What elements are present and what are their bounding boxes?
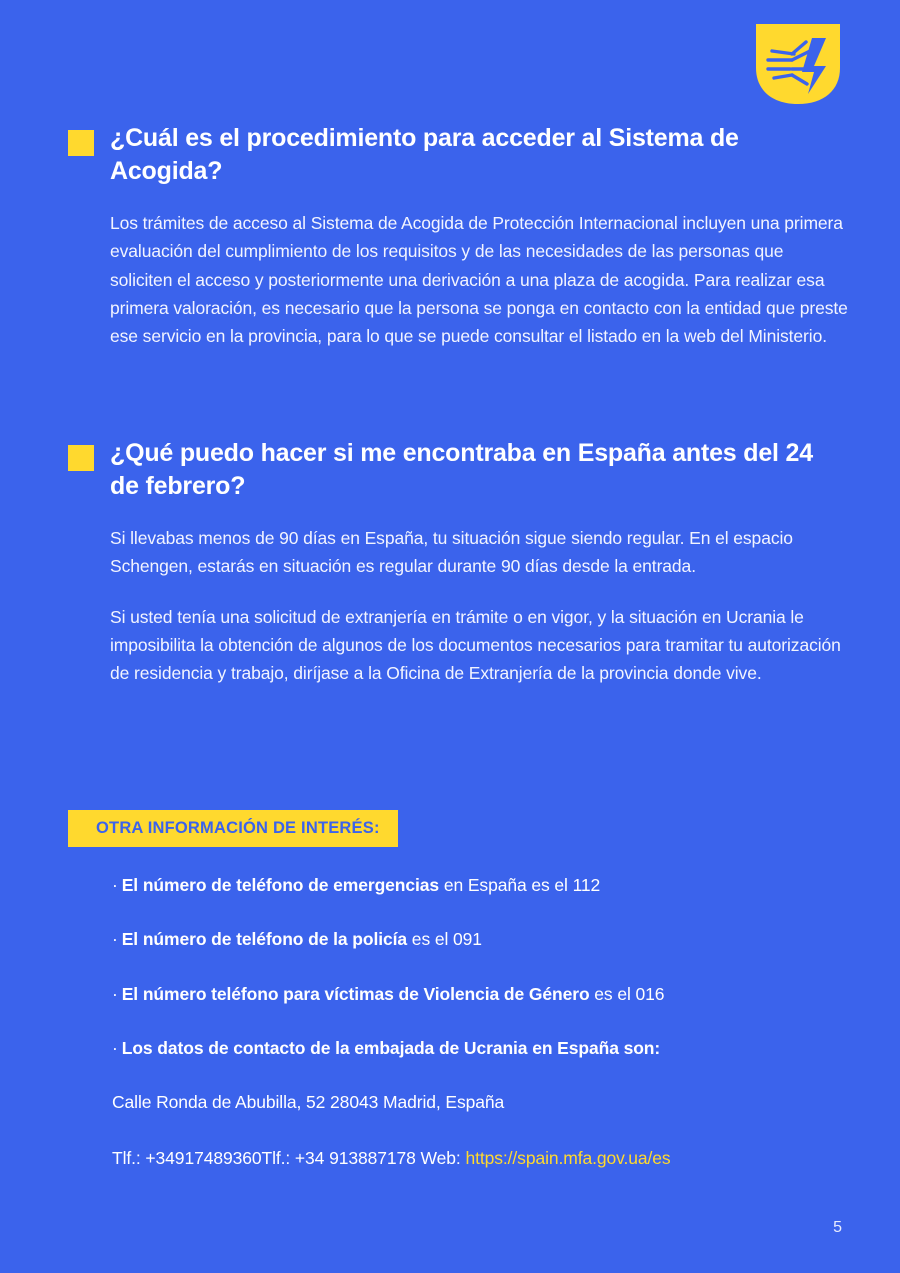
paragraph: Si llevabas menos de 90 días en España, tu situación sigue siendo regular. En el espacio Schengen, estarás en situación es regular durante 90 días desde la entrada. — [110, 528, 793, 577]
list-item-bold: El número de teléfono de la policía — [121, 929, 408, 950]
section-heading — [68, 122, 848, 187]
embassy-address: Calle Ronda de Abubilla, 52 28043 Madrid, España — [112, 1092, 505, 1112]
section-antes-24-febrero — [68, 437, 848, 688]
dot-bullet-icon: · — [112, 1037, 118, 1058]
list-item-bold: El número de teléfono de emergencias — [121, 875, 440, 895]
section-title: ¿Cuál es el procedimiento para acceder al Sistema de Acogida? — [110, 124, 739, 185]
dot-bullet-icon: · — [112, 929, 118, 950]
list-item — [112, 926, 848, 952]
embassy-website-link[interactable]: https://spain.mfa.gov.ua/es — [465, 1148, 671, 1169]
list-item-bold: El número teléfono para víctimas de Violencia de Género — [121, 983, 590, 1004]
info-list — [112, 872, 848, 1202]
list-item-rest: en España es el 112 — [439, 875, 601, 895]
hands-u-logo — [752, 24, 844, 106]
page-number: 5 — [833, 1219, 842, 1236]
dot-bullet-icon: · — [112, 875, 118, 895]
list-item-rest: es el 016 — [589, 983, 665, 1004]
square-bullet-icon — [68, 445, 94, 471]
list-item — [112, 981, 848, 1007]
square-bullet-icon — [68, 130, 94, 156]
section-heading — [68, 437, 848, 502]
dot-bullet-icon: · — [112, 983, 118, 1004]
info-banner: OTRA INFORMACIÓN DE INTERÉS: — [68, 810, 398, 847]
embassy-phones — [112, 1145, 848, 1171]
section-procedimiento — [68, 122, 848, 351]
section-body — [110, 209, 848, 351]
section-body — [110, 524, 848, 688]
list-item — [112, 872, 848, 898]
list-item — [112, 1035, 848, 1061]
list-item-rest: es el 091 — [407, 929, 482, 950]
paragraph: Si usted tenía una solicitud de extranjería en trámite o en vigor, y la situación en Ucrania le imposibilita la obtención de algunos de los documentos necesarios para tramitar tu autorización de residencia y trabajo, diríjase a la Oficina de Extranjería de la provincia donde vive. — [110, 606, 841, 684]
phones-text: Tlf.: +34917489360Tlf.: +34 913887178 Web: — [112, 1148, 466, 1169]
list-item-bold: Los datos de contacto de la embajada de Ucrania en España son: — [121, 1037, 661, 1058]
paragraph: Los trámites de acceso al Sistema de Acogida de Protección Internacional incluyen una primera evaluación del cumplimiento de los requisitos y de las necesidades de las personas que soliciten el acceso y posteriormente una derivación a una plaza de acogida. Para realizar esa primera valoración, es necesario que la persona se ponga en contacto con la entidad que preste ese servicio en la provincia, para lo que se puede consultar el listado en la web del Ministerio. — [110, 213, 848, 347]
section-title: ¿Qué puedo hacer si me encontraba en España antes del 24 de febrero? — [110, 439, 813, 500]
